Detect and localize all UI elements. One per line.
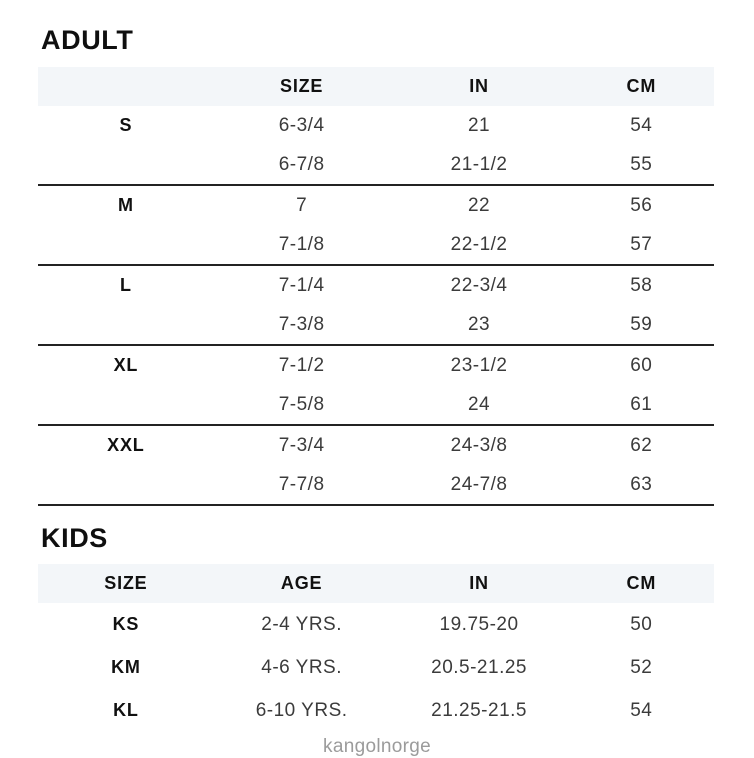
table-row — [38, 145, 714, 185]
adult-header-row — [38, 67, 714, 106]
size-label: KS — [112, 614, 140, 634]
in-value: 23 — [467, 313, 491, 335]
adult-section-title: ADULT — [41, 25, 134, 55]
age-value: 2-4 YRS. — [261, 613, 342, 635]
in-value: 24-7/8 — [450, 473, 508, 495]
cm-value: 54 — [630, 114, 653, 136]
cm-value: 63 — [630, 473, 653, 495]
table-row — [38, 225, 714, 265]
cm-value: 61 — [630, 393, 653, 415]
in-value: 22-1/2 — [450, 233, 508, 255]
kids-table-header — [38, 564, 714, 603]
size-value: 7-1/4 — [278, 274, 325, 296]
adult-size-table — [38, 67, 714, 506]
table-row — [38, 646, 714, 689]
adult-group-xl — [38, 345, 714, 425]
in-value: 21-1/2 — [450, 153, 508, 175]
in-value: 24 — [467, 393, 491, 415]
cm-value: 57 — [630, 233, 653, 255]
adult-header-cm: CM — [569, 67, 714, 106]
table-row — [38, 305, 714, 345]
table-row — [38, 465, 714, 505]
table-row — [38, 265, 714, 305]
cm-value: 52 — [630, 656, 653, 678]
table-row — [38, 345, 714, 385]
adult-group-l — [38, 265, 714, 345]
in-value: 21 — [467, 114, 491, 136]
in-value: 22-3/4 — [450, 274, 508, 296]
size-label-empty — [38, 385, 214, 425]
age-value: 4-6 YRS. — [261, 656, 342, 678]
kids-table-body — [38, 603, 714, 732]
size-value: 7-3/8 — [278, 313, 325, 335]
in-value: 21.25-21.5 — [431, 699, 527, 721]
size-value: 7-1/2 — [278, 354, 325, 376]
size-label-empty — [38, 465, 214, 505]
kids-header-in: IN — [390, 564, 569, 603]
size-label: KM — [111, 657, 141, 677]
adult-group-s — [38, 106, 714, 185]
in-value: 23-1/2 — [450, 354, 508, 376]
size-label: KL — [113, 700, 139, 720]
size-value: 7-5/8 — [278, 393, 325, 415]
table-row — [38, 425, 714, 465]
size-label: XL — [113, 355, 139, 375]
cm-value: 59 — [630, 313, 653, 335]
size-value: 7-3/4 — [278, 434, 325, 456]
kids-size-table — [38, 564, 714, 732]
size-value: 7-1/8 — [278, 233, 325, 255]
adult-header-in: IN — [390, 67, 569, 106]
table-row — [38, 689, 714, 732]
kids-header-row — [38, 564, 714, 603]
cm-value: 58 — [630, 274, 653, 296]
table-row — [38, 106, 714, 145]
adult-group-m — [38, 185, 714, 265]
adult-table-header — [38, 67, 714, 106]
in-value: 19.75-20 — [439, 613, 519, 635]
size-label-empty — [38, 225, 214, 265]
kids-header-age: AGE — [214, 564, 390, 603]
in-value: 20.5-21.25 — [431, 656, 527, 678]
size-label: XXL — [107, 435, 145, 455]
size-label-empty — [38, 305, 214, 345]
size-label: L — [119, 275, 132, 295]
size-value: 6-7/8 — [278, 153, 325, 175]
cm-value: 50 — [630, 613, 653, 635]
cm-value: 54 — [630, 699, 653, 721]
adult-header-blank — [38, 67, 214, 106]
size-value: 7-7/8 — [278, 473, 325, 495]
kids-section-title: KIDS — [41, 523, 108, 553]
cm-value: 56 — [630, 194, 653, 216]
cm-value: 62 — [630, 434, 653, 456]
table-row — [38, 185, 714, 225]
cm-value: 60 — [630, 354, 653, 376]
in-value: 24-3/8 — [450, 434, 508, 456]
cm-value: 55 — [630, 153, 653, 175]
table-row — [38, 603, 714, 646]
size-label-empty — [38, 145, 214, 185]
kids-header-cm: CM — [569, 564, 714, 603]
table-row — [38, 385, 714, 425]
kids-header-size: SIZE — [38, 564, 214, 603]
adult-group-xxl — [38, 425, 714, 505]
site-watermark: kangolnorge — [323, 736, 431, 757]
age-value: 6-10 YRS. — [255, 699, 348, 721]
adult-header-size: SIZE — [214, 67, 390, 106]
size-label: M — [117, 195, 134, 215]
size-value: 6-3/4 — [278, 114, 325, 136]
size-label: S — [119, 115, 133, 135]
size-value: 7 — [296, 194, 308, 216]
in-value: 22 — [467, 194, 491, 216]
